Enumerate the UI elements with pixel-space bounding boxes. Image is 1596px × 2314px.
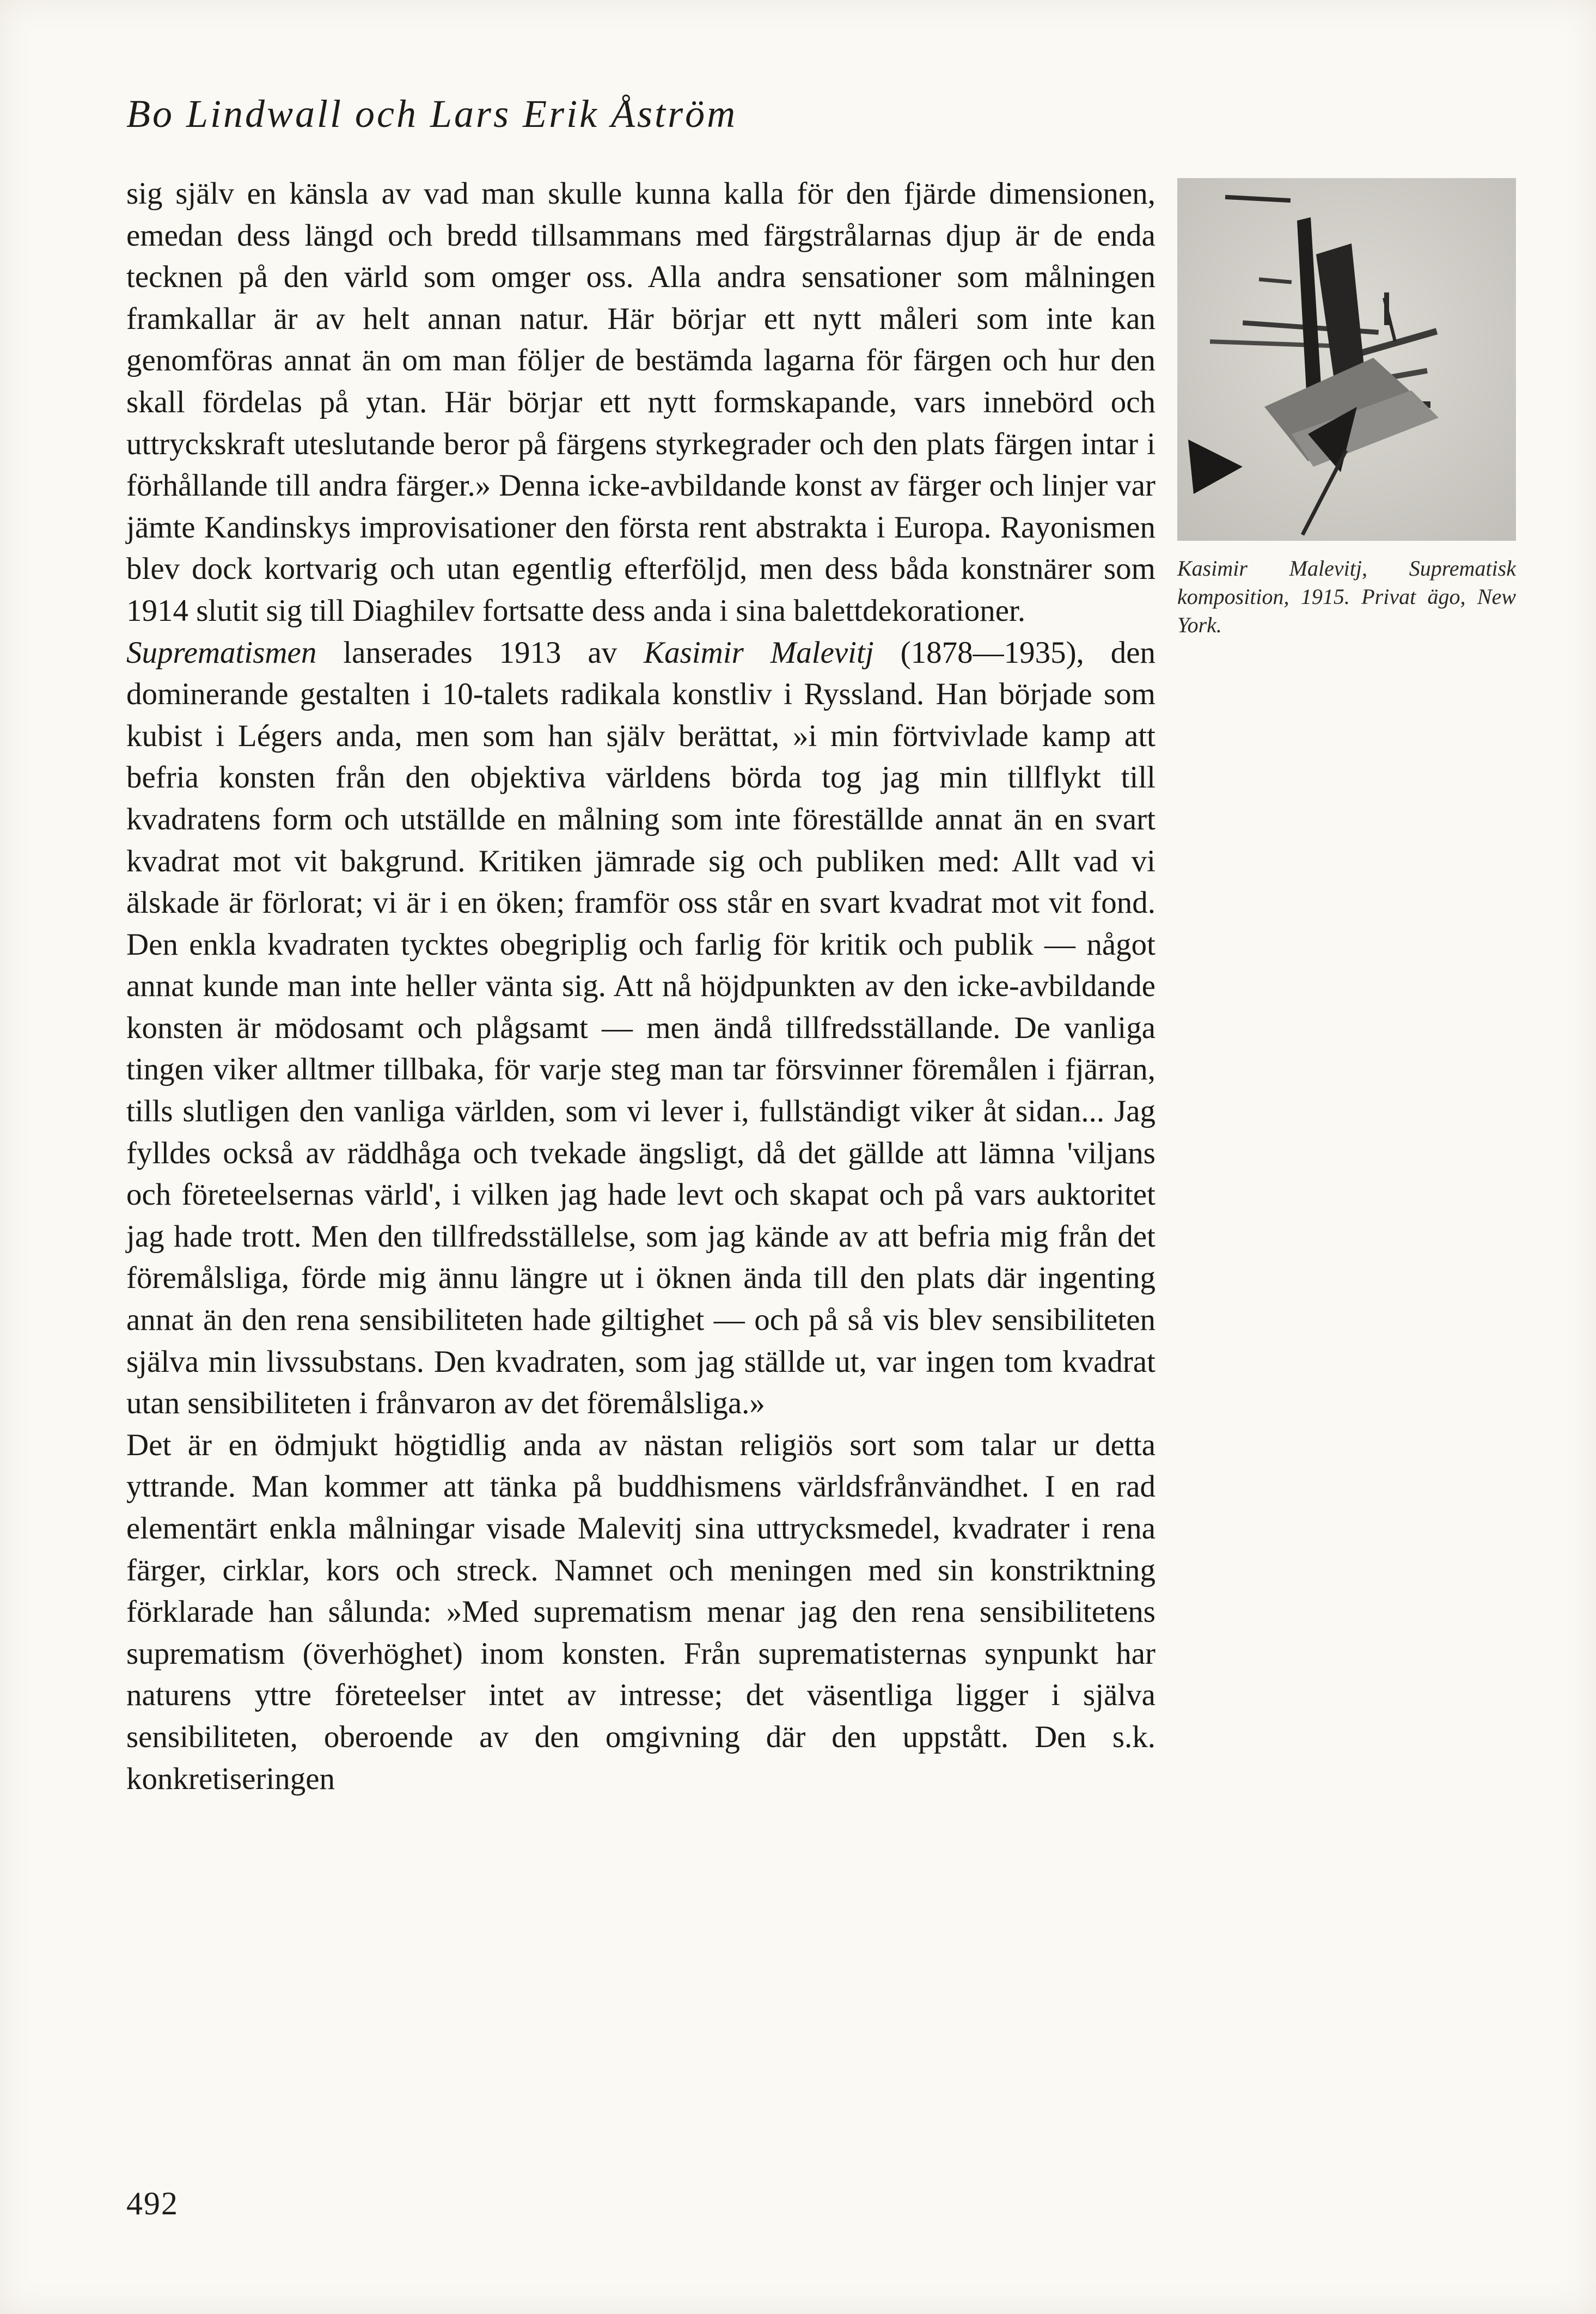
- body-text: [126, 173, 1155, 1800]
- paragraph-2-text-a: lanserades 1913 av: [316, 635, 644, 670]
- page-number: 492: [126, 2185, 179, 2221]
- paragraph-2: [126, 632, 1155, 1425]
- paragraph-2-text-b: (1878—1935), den dominerande gestalten i 10-talets radikala konstliv i Ryssland. Han började som kubist i Légers anda, men som han själv berättat, »i min förtvivlade kamp att befria konsten från den objektiva världens börda tog jag min tillflykt till kvadratens form och utställde en målning som inte föreställde annat än en svart kvadrat mot vit bakgrund. Kritiken jämrade sig och publiken med: Allt vad vi älskade är förlorat; vi är i en öken; framför oss står en svart kvadrat mot vit fond. Den enkla kvadraten tycktes obegriplig och farlig för kritik och publik — något annat kunde man inte heller vänta sig. Att nå höjdpunkten av den icke-avbildande konsten är mödosamt och plågsamt — men ändå tillfredsställande. De vanliga tingen viker alltmer tillbaka, för varje steg man tar försvinner föremålen i fjärran, tills slutligen den vanliga världen, som vi lever i, fullständigt viker åt sidan... Jag fylldes också av räddhåga och tvekade ängsligt, då det gällde att lämna 'viljans och företeelsernas värld', i vilken jag hade levt och skapat och på vars auktoritet jag hade trott. Men den tillfredsställelse, som jag kände av att befria mig från det föremålsliga, förde mig ännu längre ut i öknen ända till den plats där ingenting annat än den rena sensibiliteten hade giltighet — och på så vis blev sensibiliteten själva min livssubstans. Den kvadraten, som jag ställde ut, var ingen tom kvadrat utan sensibiliteten i frånvaron av det föremålsliga.»: [126, 635, 1155, 1421]
- running-header: Bo Lindwall och Lars Erik Åström: [126, 92, 738, 136]
- paragraph-3: Det är en ödmjukt högtidlig anda av nästan religiös sort som talar ur detta yttrande. Man kommer att tänka på buddhismens världsfrånvändhet. I en rad elementärt enkla målningar visade Malevitj sina uttrycksmedel, kvadrater i rena färger, cirklar, kors och streck. Namnet och meningen med sin konstriktning förklarade han sålunda: »Med suprematism menar jag den rena sensibilitetens suprematism (överhöghet) inom konsten. Från suprematisternas synpunkt har naturens yttre företeelser intet av intresse; det väsentliga ligger i själva sensibiliteten, oberoende av den omgivning där den uppstått. Den s.k. konkretiseringen: [126, 1427, 1155, 1796]
- paragraph-1: sig själv en känsla av vad man skulle kunna kalla för den fjärde dimensionen, emedan dess längd och bredd tillsammans med färgstrålarnas djup är de enda tecknen på den värld som omger oss. Alla andra sensationer som målningen framkallar är av helt annan natur. Här börjar ett nytt måleri som inte kan genomföras annat än om man följer de bestämda lagarna för färgen och hur den skall fördelas på ytan. Här börjar ett nytt formskapande, vars innebörd och uttryckskraft uteslutande beror på färgens styrkegrader och den plats färgen intar i förhållande till andra färger.» Denna icke-avbildande konst av färger och linjer var jämte Kandinskys improvisationer den första rent abstrakta i Europa. Rayonismen blev dock kortvarig och utan egentlig efterföljd, men dess båda konstnärer som 1914 slutit sig till Diaghilev fortsatte dess anda i sina balettdekorationer.: [126, 176, 1155, 628]
- painting-illustration: [1177, 178, 1516, 541]
- term-suprematismen: Suprematismen: [126, 635, 317, 670]
- name-kasimir-malevitj: Kasimir Malevitj: [644, 635, 874, 670]
- figure-caption: Kasimir Malevitj, Suprematisk komposition, 1915. Privat ägo, New York.: [1177, 556, 1516, 637]
- malevich-suprematist-composition-image: [1177, 178, 1516, 541]
